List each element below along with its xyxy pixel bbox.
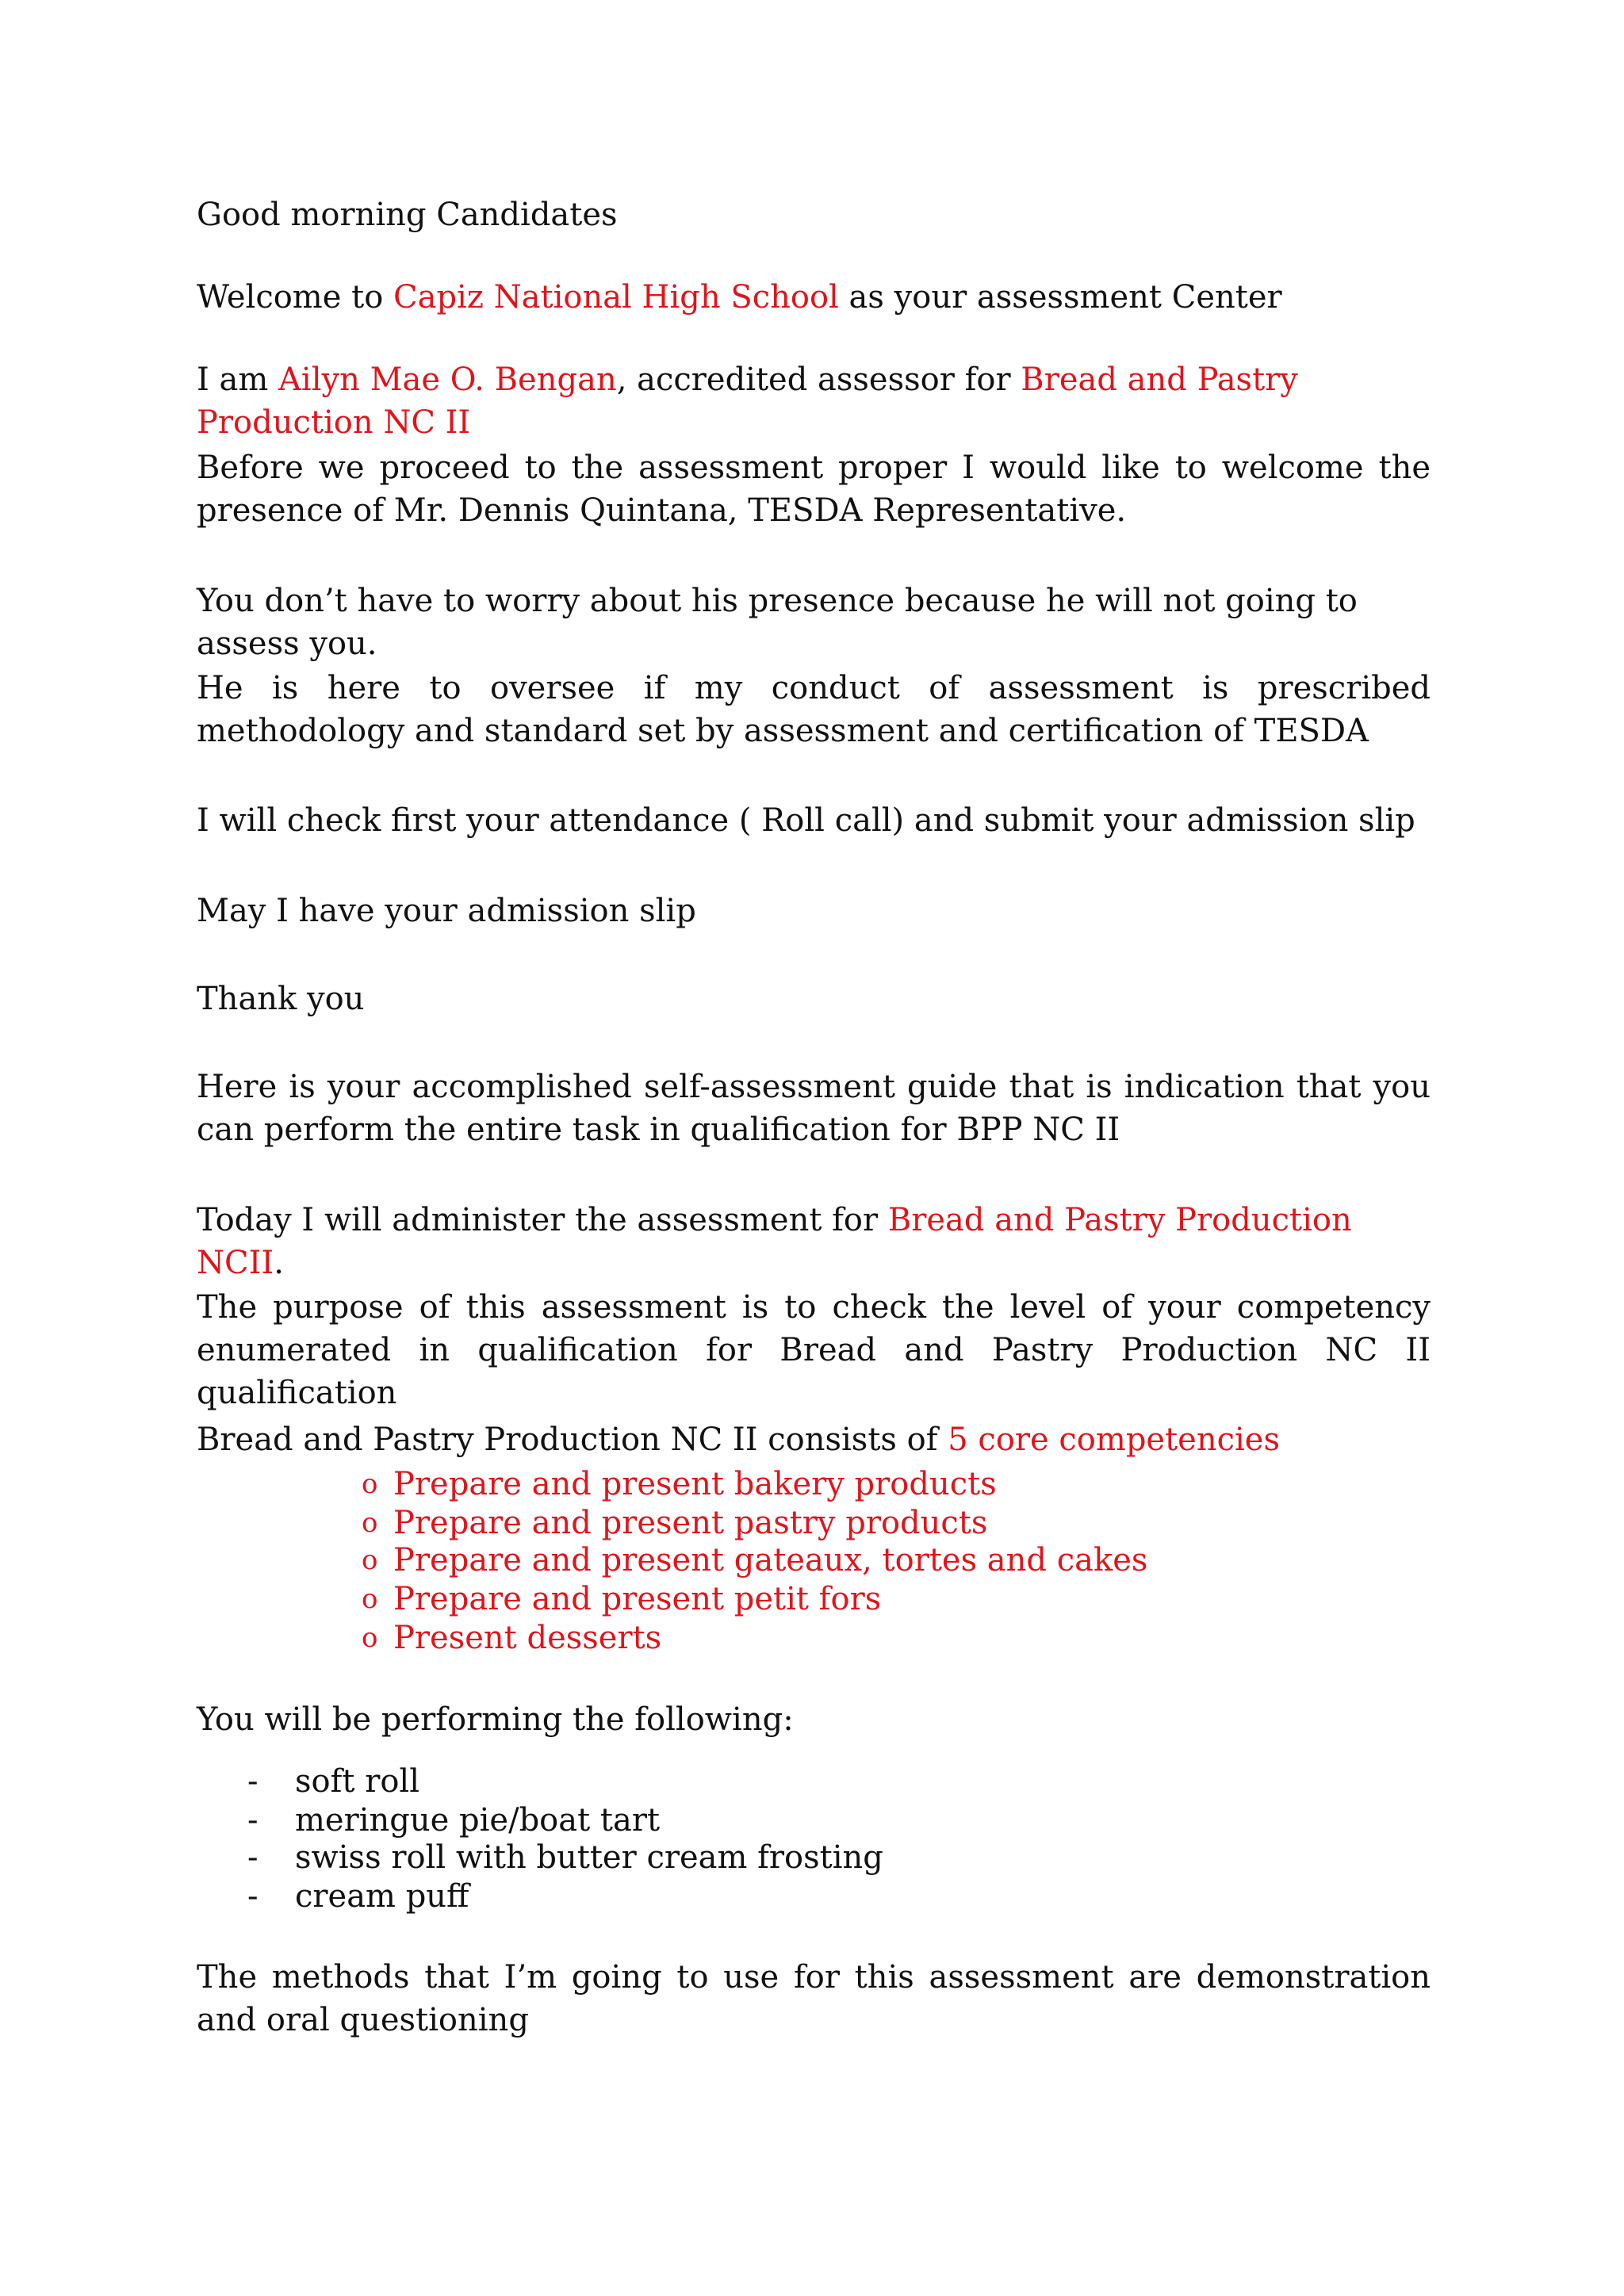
consists-line bbox=[197, 1418, 1431, 1461]
task-item bbox=[247, 1799, 661, 1842]
task-item bbox=[247, 1760, 419, 1803]
greeting-line: Good morning Candidates bbox=[197, 197, 618, 233]
core-competencies-count: 5 core competencies bbox=[948, 1422, 1280, 1458]
competency-text: Prepare and present pastry products bbox=[393, 1505, 988, 1541]
intro-line bbox=[197, 358, 1431, 444]
task-item bbox=[247, 1836, 883, 1879]
self-assessment-paragraph: Here is your accomplished self-assessment guide that is indication that you can perform the entire task in qualification for BPP NC II bbox=[197, 1069, 1431, 1148]
administer-qualification: Bread and Pastry Production NCII bbox=[197, 1202, 1352, 1281]
competency-text: Present desserts bbox=[393, 1620, 662, 1656]
assessor-name: Ailyn Mae O. Bengan bbox=[278, 362, 617, 398]
dash-bullet-icon: - bbox=[247, 1763, 259, 1800]
school-name: Capiz National High School bbox=[393, 279, 839, 316]
intro-prefix: I am bbox=[197, 362, 279, 398]
consists-prefix: Bread and Pastry Production NC II consists of bbox=[197, 1422, 948, 1458]
competency-item bbox=[362, 1463, 997, 1506]
competency-item bbox=[362, 1578, 882, 1621]
welcome-line bbox=[197, 276, 1431, 319]
welcome-suffix: as your assessment Center bbox=[838, 279, 1282, 316]
dash-bullet-icon: - bbox=[247, 1802, 259, 1839]
presence-paragraph: Before we proceed to the assessment proper I would like to welcome the presence of Mr. Dennis Quintana, TESDA Representative. bbox=[197, 450, 1431, 529]
administer-prefix: Today I will administer the assessment for bbox=[197, 1202, 888, 1238]
administer-line bbox=[197, 1199, 1431, 1284]
circle-bullet-icon: o bbox=[362, 1507, 378, 1539]
dash-bullet-icon: - bbox=[247, 1878, 259, 1915]
task-text: swiss roll with butter cream frosting bbox=[295, 1839, 883, 1876]
competency-item bbox=[362, 1539, 1148, 1582]
dash-bullet-icon: - bbox=[247, 1839, 259, 1876]
request-slip-line: May I have your admission slip bbox=[197, 893, 696, 929]
circle-bullet-icon: o bbox=[362, 1622, 378, 1654]
attendance-line: I will check first your attendance ( Roll call) and submit your admission slip bbox=[197, 802, 1415, 839]
circle-bullet-icon: o bbox=[362, 1468, 378, 1500]
competency-item bbox=[362, 1502, 988, 1544]
task-text: meringue pie/boat tart bbox=[295, 1802, 661, 1839]
competency-item bbox=[362, 1617, 662, 1659]
circle-bullet-icon: o bbox=[362, 1544, 378, 1576]
competency-text: Prepare and present petit fors bbox=[393, 1581, 882, 1617]
methods-paragraph: The methods that I’m going to use for this assessment are demonstration and oral questioning bbox=[197, 1959, 1431, 2038]
no-worry-line: You don’t have to worry about his presence because he will not going to assess you. bbox=[197, 583, 1358, 662]
competency-text: Prepare and present gateaux, tortes and cakes bbox=[393, 1542, 1148, 1578]
competency-text: Prepare and present bakery products bbox=[393, 1466, 997, 1502]
circle-bullet-icon: o bbox=[362, 1583, 378, 1615]
task-text: cream puff bbox=[295, 1878, 469, 1915]
task-item bbox=[247, 1875, 469, 1918]
purpose-paragraph: The purpose of this assessment is to check the level of your competency enumerated in qualification for Bread and Pastry Production NC II qualification bbox=[197, 1289, 1431, 1411]
performing-intro-line: You will be performing the following: bbox=[197, 1701, 794, 1738]
welcome-prefix: Welcome to bbox=[197, 279, 393, 316]
intro-middle: , accredited assessor for bbox=[616, 362, 1021, 398]
thanks-line: Thank you bbox=[197, 981, 365, 1017]
task-text: soft roll bbox=[295, 1763, 419, 1800]
qualification-name: Bread and Pastry Production NC II bbox=[197, 362, 1298, 441]
administer-suffix: . bbox=[274, 1245, 284, 1281]
oversee-paragraph: He is here to oversee if my conduct of assessment is prescribed methodology and standard set by assessment and certification of TESDA bbox=[197, 670, 1431, 749]
